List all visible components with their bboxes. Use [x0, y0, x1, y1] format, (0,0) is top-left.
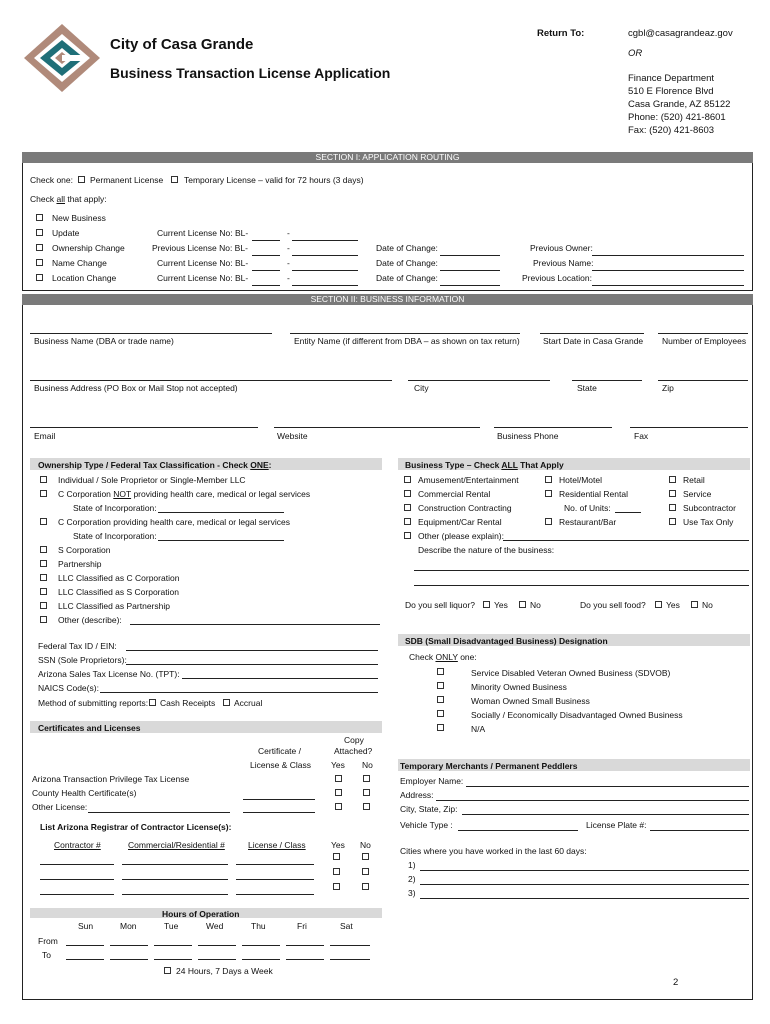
from-label: From: [38, 936, 58, 946]
partnership-checkbox[interactable]: [40, 560, 47, 567]
method-label: Method of submitting reports:: [38, 698, 149, 708]
liquor-yes-label: Yes: [494, 600, 508, 610]
update-license-field[interactable]: [252, 240, 280, 241]
subcontractor-label: Subcontractor: [683, 503, 736, 513]
license-class-col: License / Class: [248, 840, 306, 850]
city-num-1: 1): [408, 860, 416, 870]
finance-address-3: Casa Grande, AZ 85122: [628, 99, 731, 110]
temp-title: Temporary Merchants / Permanent Peddlers: [400, 761, 578, 771]
website-label: Website: [277, 431, 308, 441]
commercial-field-1[interactable]: [122, 864, 228, 865]
commercial-field-2[interactable]: [122, 879, 228, 880]
check-all-label: Check all that apply:: [30, 194, 107, 204]
dash: -: [287, 243, 290, 253]
fed-tax-label: Federal Tax ID / EIN:: [38, 641, 117, 651]
name-change-checkbox[interactable]: [36, 259, 43, 266]
worked-city-field-3[interactable]: [420, 898, 749, 899]
llc-partnership-label: LLC Classified as Partnership: [58, 601, 170, 611]
llc-s-corp-checkbox[interactable]: [40, 588, 47, 595]
cash-receipts-label: Cash Receipts: [160, 698, 216, 708]
state-label: State: [577, 383, 597, 393]
previous-owner-label: Previous Owner:: [530, 243, 593, 253]
subcontractor-checkbox[interactable]: [669, 504, 676, 511]
business-type-title: Business Type – Check ALL That Apply: [405, 460, 564, 470]
fed-tax-field[interactable]: [126, 650, 378, 651]
from-sun-field[interactable]: [66, 945, 104, 946]
email-field[interactable]: [30, 427, 258, 428]
woman-owned-label: Woman Owned Small Business: [471, 696, 590, 706]
license-class-field-2[interactable]: [236, 879, 314, 880]
contractor-field-2[interactable]: [40, 879, 114, 880]
name-change-date-field[interactable]: [440, 270, 500, 271]
commercial-rental-checkbox[interactable]: [404, 490, 411, 497]
construction-label: Construction Contracting: [418, 503, 512, 513]
form-title: Business Transaction License Application: [110, 65, 391, 81]
business-name-field[interactable]: [30, 333, 272, 334]
ownership-title: Ownership Type / Federal Tax Classification - Check ONE:: [38, 460, 272, 470]
return-email[interactable]: cgbl@casagrandeaz.gov: [628, 28, 733, 39]
vehicle-label: Vehicle Type :: [400, 820, 453, 830]
org-name: City of Casa Grande: [110, 36, 254, 53]
registrar-yes-header: Yes: [331, 840, 345, 850]
service-label: Service: [683, 489, 712, 499]
return-to-label: Return To:: [537, 28, 585, 39]
business-address-field[interactable]: [30, 380, 392, 381]
to-sun-field[interactable]: [66, 959, 104, 960]
llc-partnership-checkbox[interactable]: [40, 602, 47, 609]
minority-checkbox[interactable]: [437, 682, 444, 689]
cert-yes-header: Yes: [331, 760, 345, 770]
from-sat-field[interactable]: [330, 945, 370, 946]
name-change-label: Name Change: [52, 258, 107, 268]
dash: -: [287, 273, 290, 283]
cert-no-header: No: [362, 760, 373, 770]
health-copy-yes-checkbox[interactable]: [335, 789, 342, 796]
tpt-field[interactable]: [182, 678, 378, 679]
from-fri-field[interactable]: [286, 945, 324, 946]
city-field[interactable]: [408, 380, 550, 381]
city-label: City: [414, 383, 429, 393]
temp-city-label: City, State, Zip:: [400, 804, 458, 814]
temporary-license-label: Temporary License – valid for 72 hours (3 days): [184, 175, 364, 185]
location-change-license-field-2[interactable]: [292, 285, 358, 286]
dash: -: [287, 228, 290, 238]
other-license-field[interactable]: [88, 812, 230, 813]
copy-label: Copy: [344, 735, 364, 745]
registrar-yes-checkbox-2[interactable]: [333, 868, 340, 875]
update-label: Update: [52, 228, 80, 238]
section-2-title: SECTION II: BUSINESS INFORMATION: [22, 294, 753, 305]
to-wed-field[interactable]: [198, 959, 236, 960]
health-copy-no-checkbox[interactable]: [363, 789, 370, 796]
location-change-license-label: Current License No: BL-: [157, 273, 249, 283]
llc-s-corp-label: LLC Classified as S Corporation: [58, 587, 179, 597]
website-field[interactable]: [274, 427, 480, 428]
use-tax-label: Use Tax Only: [683, 517, 734, 527]
city-logo: [22, 22, 102, 94]
to-thu-field[interactable]: [242, 959, 280, 960]
liquor-no-label: No: [530, 600, 541, 610]
llc-c-corp-label: LLC Classified as C Corporation: [58, 573, 180, 583]
s-corp-checkbox[interactable]: [40, 546, 47, 553]
business-name-label: Business Name (DBA or trade name): [34, 336, 174, 346]
attached-label: Attached?: [334, 746, 373, 756]
temp-address-field[interactable]: [436, 800, 749, 801]
previous-location-label: Previous Location:: [522, 273, 592, 283]
retail-label: Retail: [683, 475, 705, 485]
residential-rental-checkbox[interactable]: [545, 490, 552, 497]
use-tax-checkbox[interactable]: [669, 518, 676, 525]
accrual-checkbox[interactable]: [223, 699, 230, 706]
units-label: No. of Units:: [564, 503, 611, 513]
worked-city-field-2[interactable]: [420, 884, 749, 885]
employees-field[interactable]: [658, 333, 748, 334]
registrar-no-header: No: [360, 840, 371, 850]
retail-checkbox[interactable]: [669, 476, 676, 483]
cert-col-label-1: Certificate /: [258, 746, 301, 756]
update-license-field-2[interactable]: [292, 240, 358, 241]
llc-c-corp-checkbox[interactable]: [40, 574, 47, 581]
other-copy-no-checkbox[interactable]: [363, 803, 370, 810]
from-tue-field[interactable]: [154, 945, 192, 946]
previous-owner-field[interactable]: [592, 255, 744, 256]
state-incorporation-label: State of Incorporation:: [73, 503, 157, 513]
other-explain-label: Other (please explain):: [418, 531, 504, 541]
ownership-date-field[interactable]: [440, 255, 500, 256]
residential-rental-label: Residential Rental: [559, 489, 628, 499]
new-business-checkbox[interactable]: [36, 214, 43, 221]
hotel-label: Hotel/Motel: [559, 475, 602, 485]
to-fri-field[interactable]: [286, 959, 324, 960]
twenty-four-seven-label: 24 Hours, 7 Days a Week: [176, 966, 273, 976]
fax-label: Fax: [634, 431, 649, 441]
tpt-copy-no-checkbox[interactable]: [363, 775, 370, 782]
accrual-label: Accrual: [234, 698, 263, 708]
to-mon-field[interactable]: [110, 959, 148, 960]
from-thu-field[interactable]: [242, 945, 280, 946]
cash-receipts-checkbox[interactable]: [149, 699, 156, 706]
location-change-checkbox[interactable]: [36, 274, 43, 281]
start-date-field[interactable]: [540, 333, 644, 334]
woman-owned-checkbox[interactable]: [437, 696, 444, 703]
previous-license-field[interactable]: [252, 255, 280, 256]
cities-label: Cities where you have worked in the last 60 days:: [400, 846, 587, 856]
twenty-four-seven-checkbox[interactable]: [164, 967, 171, 974]
food-no-checkbox[interactable]: [691, 601, 698, 608]
check-one-label: Check one:: [30, 175, 73, 185]
day-sun: Sun: [78, 921, 94, 931]
name-change-license-field-2[interactable]: [292, 270, 358, 271]
equipment-rental-label: Equipment/Car Rental: [418, 517, 502, 527]
registrar-yes-checkbox-1[interactable]: [333, 853, 340, 860]
health-cert-field[interactable]: [243, 799, 315, 800]
registrar-no-checkbox-2[interactable]: [362, 868, 369, 875]
registrar-title: List Arizona Registrar of Contractor License(s):: [40, 822, 232, 832]
registrar-no-checkbox-3[interactable]: [362, 883, 369, 890]
section-1-title: SECTION I: APPLICATION ROUTING: [22, 152, 753, 163]
individual-checkbox[interactable]: [40, 476, 47, 483]
name-change-license-field[interactable]: [252, 270, 280, 271]
entity-name-field[interactable]: [290, 333, 520, 334]
plate-field[interactable]: [650, 830, 749, 831]
describe-field-1[interactable]: [414, 570, 749, 571]
entity-name-label: Entity Name (if different from DBA – as shown on tax return): [294, 336, 520, 346]
dash: -: [287, 258, 290, 268]
update-checkbox[interactable]: [36, 229, 43, 236]
city-num-3: 3): [408, 888, 416, 898]
ownership-change-checkbox[interactable]: [36, 244, 43, 251]
na-label: N/A: [471, 724, 486, 734]
from-mon-field[interactable]: [110, 945, 148, 946]
location-change-date-label: Date of Change:: [376, 273, 438, 283]
commercial-rental-label: Commercial Rental: [418, 489, 491, 499]
location-change-license-field[interactable]: [252, 285, 280, 286]
finance-fax: Fax: (520) 421-8603: [628, 125, 715, 136]
start-date-label: Start Date in Casa Grande: [543, 336, 644, 346]
phone-label: Business Phone: [497, 431, 559, 441]
employees-label: Number of Employees: [662, 336, 747, 346]
location-change-label: Location Change: [52, 273, 117, 283]
state-field[interactable]: [572, 380, 642, 381]
ccorp-not-checkbox[interactable]: [40, 490, 47, 497]
day-sat: Sat: [340, 921, 353, 931]
business-address-label: Business Address (PO Box or Mail Stop not accepted): [34, 383, 238, 393]
certs-title: Certificates and Licenses: [38, 723, 141, 733]
day-mon: Mon: [120, 921, 137, 931]
individual-label: Individual / Sole Proprietor or Single-Member LLC: [58, 475, 246, 485]
sdb-check-label: Check ONLY one:: [409, 652, 477, 662]
license-class-field-1[interactable]: [236, 864, 314, 865]
liquor-yes-checkbox[interactable]: [483, 601, 490, 608]
zip-field[interactable]: [658, 380, 748, 381]
other-explain-field[interactable]: [503, 540, 749, 541]
finance-address-2: 510 E Florence Blvd: [628, 86, 714, 97]
other-describe-checkbox[interactable]: [40, 616, 47, 623]
liquor-no-checkbox[interactable]: [519, 601, 526, 608]
permanent-license-label: Permanent License: [90, 175, 164, 185]
na-checkbox[interactable]: [437, 724, 444, 731]
fax-field[interactable]: [630, 427, 748, 428]
previous-location-field[interactable]: [592, 285, 744, 286]
permanent-license-checkbox[interactable]: [78, 176, 85, 183]
ccorp-yes-checkbox[interactable]: [40, 518, 47, 525]
commercial-col: Commercial/Residential #: [128, 840, 225, 850]
sdvob-checkbox[interactable]: [437, 668, 444, 675]
contractor-field-1[interactable]: [40, 864, 114, 865]
equipment-rental-checkbox[interactable]: [404, 518, 411, 525]
finance-address-1: Finance Department: [628, 73, 715, 84]
hotel-checkbox[interactable]: [545, 476, 552, 483]
update-license-label: Current License No: BL-: [157, 228, 249, 238]
zip-label: Zip: [662, 383, 674, 393]
food-label: Do you sell food?: [580, 600, 646, 610]
email-label: Email: [34, 431, 56, 441]
other-describe-field[interactable]: [130, 624, 380, 625]
partnership-label: Partnership: [58, 559, 102, 569]
registrar-yes-checkbox-3[interactable]: [333, 883, 340, 890]
amusement-label: Amusement/Entertainment: [418, 475, 519, 485]
other-license-label: Other License:: [32, 802, 88, 812]
food-yes-label: Yes: [666, 600, 680, 610]
state-incorporation-field-2[interactable]: [158, 540, 284, 541]
day-wed: Wed: [206, 921, 224, 931]
naics-field[interactable]: [100, 692, 378, 693]
tpt-copy-yes-checkbox[interactable]: [335, 775, 342, 782]
to-label: To: [42, 950, 51, 960]
day-fri: Fri: [297, 921, 307, 931]
food-no-label: No: [702, 600, 713, 610]
page-number: 2: [673, 977, 679, 988]
ccorp-not-label: C Corporation NOT providing health care, medical or legal services: [58, 489, 311, 499]
food-yes-checkbox[interactable]: [655, 601, 662, 608]
ccorp-yes-label: C Corporation providing health care, medical or legal services: [58, 517, 290, 527]
name-change-license-label: Current License No: BL-: [157, 258, 249, 268]
vehicle-field[interactable]: [458, 830, 578, 831]
state-incorporation-label-2: State of Incorporation:: [73, 531, 157, 541]
restaurant-label: Restaurant/Bar: [559, 517, 617, 527]
naics-label: NAICS Code(s):: [38, 683, 99, 693]
to-sat-field[interactable]: [330, 959, 370, 960]
sdvob-label: Service Disabled Veteran Owned Business (SDVOB): [471, 668, 671, 678]
other-license-class-field[interactable]: [243, 812, 315, 813]
construction-checkbox[interactable]: [404, 504, 411, 511]
contractor-col: Contractor #: [54, 840, 101, 850]
previous-license-field-2[interactable]: [292, 255, 358, 256]
commercial-field-3[interactable]: [122, 894, 228, 895]
other-describe-label: Other (describe):: [58, 615, 122, 625]
name-change-date-label: Date of Change:: [376, 258, 438, 268]
employer-field[interactable]: [466, 786, 749, 787]
temporary-license-checkbox[interactable]: [171, 176, 178, 183]
or-label: OR: [628, 48, 643, 59]
minority-label: Minority Owned Business: [471, 682, 567, 692]
ownership-change-label: Ownership Change: [52, 243, 125, 253]
employer-label: Employer Name:: [400, 776, 464, 786]
city-num-2: 2): [408, 874, 416, 884]
amusement-checkbox[interactable]: [404, 476, 411, 483]
to-tue-field[interactable]: [154, 959, 192, 960]
ssn-label: SSN (Sole Proprietors):: [38, 655, 127, 665]
disadvantaged-label: Socially / Economically Disadvantaged Owned Business: [471, 710, 683, 720]
other-explain-checkbox[interactable]: [404, 532, 411, 539]
state-incorporation-field[interactable]: [158, 512, 284, 513]
finance-phone: Phone: (520) 421-8601: [628, 112, 726, 123]
liquor-label: Do you sell liquor?: [405, 600, 475, 610]
tpt-label: Arizona Sales Tax License No. (TPT):: [38, 669, 180, 679]
contractor-field-3[interactable]: [40, 894, 114, 895]
sdb-title: SDB (Small Disadvantaged Business) Designation: [405, 636, 608, 646]
license-class-field-3[interactable]: [236, 894, 314, 895]
previous-name-field[interactable]: [592, 270, 744, 271]
restaurant-checkbox[interactable]: [545, 518, 552, 525]
ssn-field[interactable]: [126, 664, 378, 665]
health-cert-label: County Health Certificate(s): [32, 788, 137, 798]
day-tue: Tue: [164, 921, 179, 931]
temp-city-field[interactable]: [462, 814, 749, 815]
disadvantaged-checkbox[interactable]: [437, 710, 444, 717]
previous-name-label: Previous Name:: [533, 258, 594, 268]
hours-title: Hours of Operation: [162, 909, 240, 919]
day-thu: Thu: [251, 921, 266, 931]
ownership-date-label: Date of Change:: [376, 243, 438, 253]
new-business-label: New Business: [52, 213, 106, 223]
location-change-date-field[interactable]: [440, 285, 500, 286]
phone-field[interactable]: [494, 427, 612, 428]
s-corp-label: S Corporation: [58, 545, 111, 555]
temp-address-label: Address:: [400, 790, 434, 800]
describe-field-2[interactable]: [414, 585, 749, 586]
previous-license-label: Previous License No: BL-: [152, 243, 248, 253]
worked-city-field-1[interactable]: [420, 870, 749, 871]
registrar-no-checkbox-1[interactable]: [362, 853, 369, 860]
from-wed-field[interactable]: [198, 945, 236, 946]
units-field[interactable]: [615, 512, 641, 513]
describe-label: Describe the nature of the business:: [418, 545, 555, 555]
service-checkbox[interactable]: [669, 490, 676, 497]
plate-label: License Plate #:: [586, 820, 647, 830]
other-copy-yes-checkbox[interactable]: [335, 803, 342, 810]
cert-col-label-2: License & Class: [250, 760, 311, 770]
tpt-license-label: Arizona Transaction Privilege Tax License: [32, 774, 190, 784]
